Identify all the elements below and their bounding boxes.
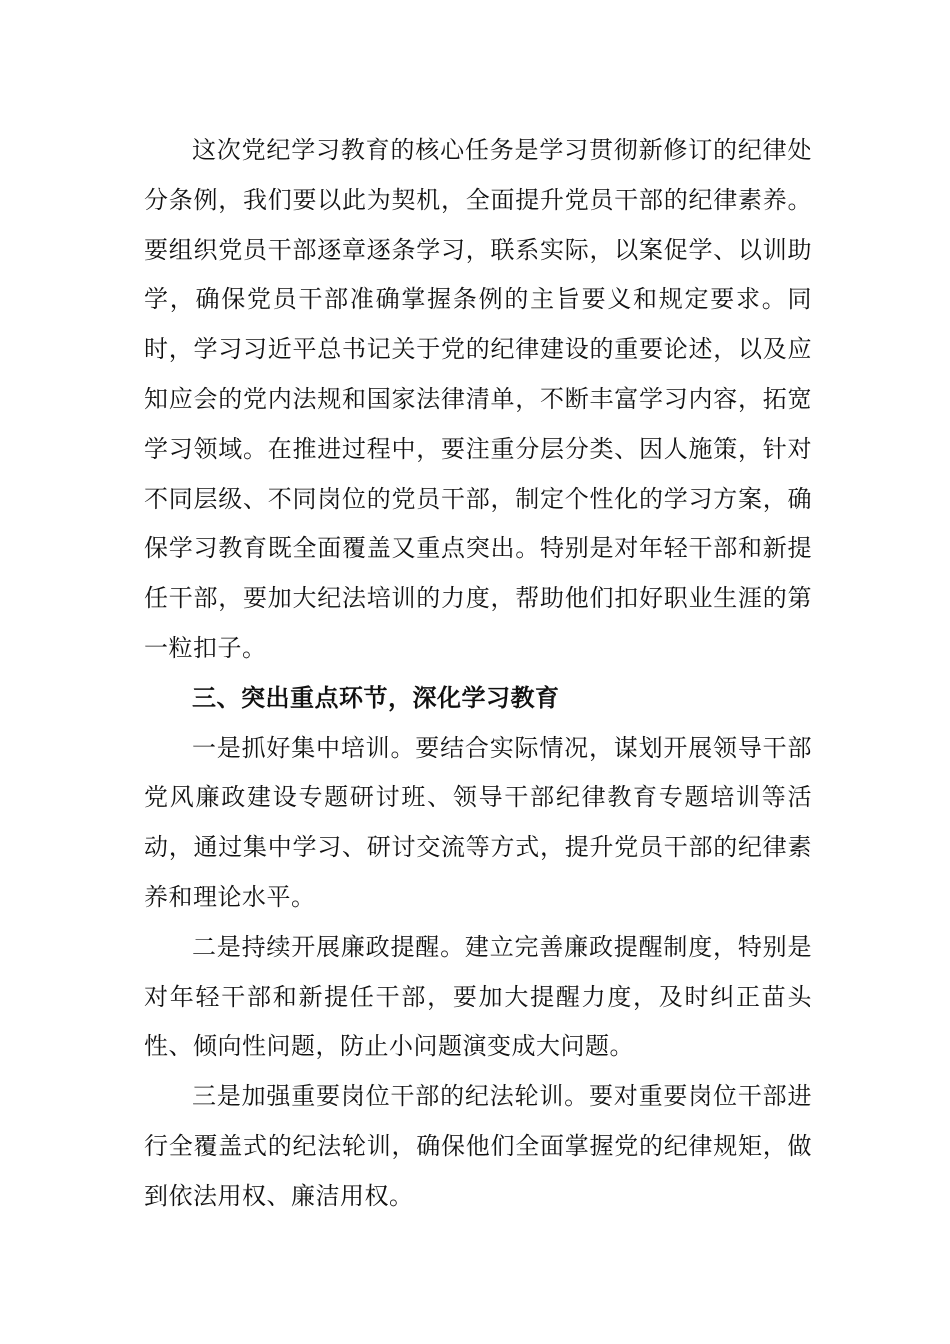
- document-body: [144, 126, 812, 1222]
- paragraph-integrity-reminders: 二是持续开展廉政提醒。建立完善廉政提醒制度，特别是对年轻干部和新提任干部，要加大提醒力度，及时纠正苗头性、倾向性问题，防止小问题演变成大问题。: [144, 932, 812, 1061]
- paragraph-centralized-training: 一是抓好集中培训。要结合实际情况，谋划开展领导干部党风廉政建设专题研讨班、领导干部纪律教育专题培训等活动，通过集中学习、研讨交流等方式，提升党员干部的纪律素养和理论水平。: [144, 733, 812, 911]
- paragraph-key-post-rotation-training: 三是加强重要岗位干部的纪法轮训。要对重要岗位干部进行全覆盖式的纪法轮训，确保他们全面掌握党的纪律规矩，做到依法用权、廉洁用权。: [144, 1082, 812, 1210]
- paragraph-discipline-study-core-task: 这次党纪学习教育的核心任务是学习贯彻新修订的纪律处分条例，我们要以此为契机，全面提升党员干部的纪律素养。要组织党员干部逐章逐条学习，联系实际，以案促学、以训助学，确保党员干部准确掌握条例的主旨要义和规定要求。同时，学习习近平总书记关于党的纪律建设的重要论述，以及应知应会的党内法规和国家法律清单，不断丰富学习内容，拓宽学习领域。在推进过程中，要注重分层分类、因人施策，针对不同层级、不同岗位的党员干部，制定个性化的学习方案，确保学习教育既全面覆盖又重点突出。特别是对年轻干部和新提任干部，要加大纪法培训的力度，帮助他们扣好职业生涯的第一粒扣子。: [144, 136, 812, 662]
- section-heading-three: 三、突出重点环节，深化学习教育: [192, 683, 560, 712]
